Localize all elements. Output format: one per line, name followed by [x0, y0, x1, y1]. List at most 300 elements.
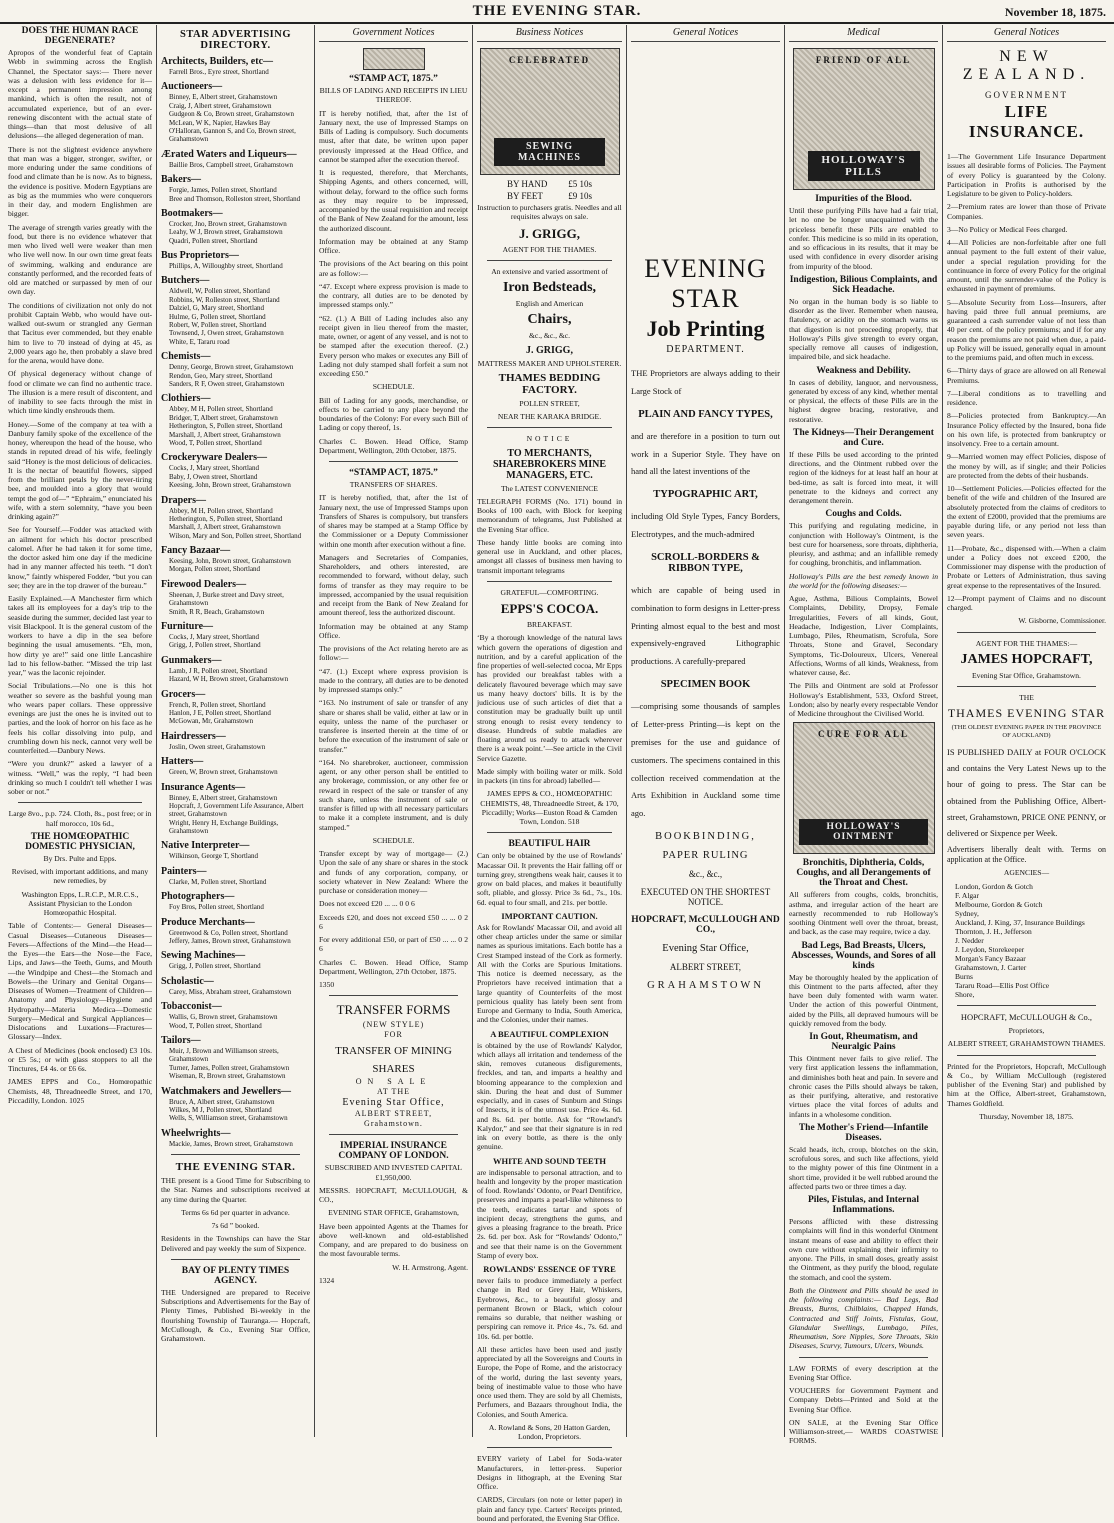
typographic-art: TYPOGRAPHIC ART,: [653, 489, 758, 501]
notice-signature: Charles C. Bowen. Head Office, Stamp Department, Wellington, 20th October, 1875.: [319, 436, 468, 455]
directory-category: Wheelwrights—: [161, 1127, 231, 1139]
etc: &c., &c., &c.: [528, 331, 571, 341]
transfer-shares: SHARES: [372, 1063, 415, 1076]
insurance-term: 12—Prompt payment of Claims and no discount charged.: [947, 593, 1106, 612]
stamp-act-subtitle: TRANSFERS OF SHARES.: [349, 480, 438, 489]
teeth-title: WHITE AND SOUND TEETH: [493, 1155, 606, 1166]
transfer-at: AT THE: [376, 1087, 411, 1097]
insurance-term: 9—Married women may effect Policies, dispose of the money by will, as if single; and their Policies are protected from the debts of their husbands.: [947, 452, 1106, 480]
grigg-name: J. GRIGG,: [526, 344, 573, 356]
directory-entry: White, E, Tararu road: [169, 337, 230, 346]
divider: [487, 427, 612, 428]
sewing-machine-banner: SEWING MACHINES: [494, 138, 604, 166]
divider: [171, 1259, 300, 1260]
schedule-label: SCHEDULE.: [372, 382, 415, 392]
directory-entry: Leahy, W J, Brown street, Grahamstown: [169, 228, 283, 237]
divider: [799, 1357, 928, 1358]
teeth-paragraph: are indispensable to personal attraction, and to health and longevity by the proper mastication of food. Rowlands' Odonto, or Pearl Dentifrice, preserves and imparts a pearl-like whiteness to the teeth, eradicates tartar and spots of incipient decay, strengthens the gums, and gives a pleasing fragrance to the breath. Price 2s. 6d. per box. Ask for “Rowlands' Odonto,” and see that their name is on the Government Stamp of every box.: [477, 1167, 622, 1260]
directory-category: Photographers—: [161, 891, 235, 903]
medical-paragraph: May be thoroughly healed by the application of this Ointment to the parts affected, after they have been duly fomented with warm water. Under the action of this powerful Ointment, aided by the Pills, all depraved humours will be quickly removed from the body.: [789, 972, 938, 1028]
directory-entry: Muir, J, Brown and Williamson streets, Grahamstown: [169, 1047, 279, 1064]
printing-paragraph: and are therefore in a position to turn out work in a Superior Style. They have on hand all the latest inventions of the: [631, 430, 780, 477]
notice-paragraph: “62. (1.) A Bill of Lading includes also any receipt given in lieu thereof from the master, mate, owner, or agent of any vessel, and is not to be stamped after the execution thereof. (2.) Every person who makes or executes any Bill of Lading not duly stamped shall forfeit a sum not exceeding £50.”: [319, 313, 468, 378]
directory-entry: Foy Bros, Pollen street, Shortland: [169, 903, 264, 912]
column-medical: [784, 25, 942, 1446]
transfer-on-sale: ON SALE: [355, 1077, 432, 1087]
cocoa-head: GRATEFUL—COMFORTING.: [500, 587, 599, 597]
notice-paragraph: IT is hereby notified, that, after the 1st of January next, the use of Impressed Stamps upon Transfers of Shares is compulsory, but transfers of shares may be stamped at a Stamp Office by the Commissioner or a Deputy Commissioner within one month after execution without a fine.: [319, 493, 468, 549]
article-paragraph: Apropos of the wonderful feat of Captain Webb in swimming across the English Channel, the Spectator says:— There never was a delusion with less evidence for it—except a permanent impression among mankind, which is often the result, not of accumulated experience, but of an ever-renewing discontent with the actual state of things—than that most delusive of all delusions—the alleged degeneration of man.: [8, 48, 152, 141]
plain-fancy-types: PLAIN AND FANCY TYPES,: [638, 408, 773, 420]
directory-category: Gunmakers—: [161, 654, 222, 666]
directory-entry: Gudgeon & Co, Brown street, Grahamstown: [169, 110, 295, 119]
factory-near: NEAR THE KARAKA BRIDGE.: [497, 412, 602, 421]
agencies-heading: AGENCIES—: [1003, 868, 1050, 878]
directory-entry: Hetherington, S, Pollen street, Shortland: [169, 422, 283, 431]
medical-paragraph: In cases of debility, languor, and nervousness, generated by excess of any kind, whether mental or physical, the effects of these Pills are in the highest degree bracing, restorative, and restorative.: [789, 377, 938, 424]
directory-category: Drapers—: [161, 494, 206, 506]
divider: [957, 1055, 1096, 1056]
directory-entry: Wells, S, Williamson street, Grahamstown: [169, 1114, 288, 1123]
the-label: THE: [1019, 693, 1034, 702]
directory-list: [161, 56, 310, 1148]
issue-date: Thursday, November 18, 1875.: [979, 1111, 1074, 1121]
notice-number: 1324: [319, 1275, 335, 1285]
directory-category: Bakers—: [161, 174, 201, 186]
directory-entry: Rendon, Geo, Mary street, Shortland: [169, 371, 273, 380]
directory-entry: Grigg, J, Pollen street, Shortland: [169, 641, 261, 650]
directory-entry: Keesing, John, Brown street, Grahamstown: [169, 481, 291, 490]
indigestion-title: Indigestion, Bilious Complaints, and Sick Headache.: [789, 274, 938, 295]
cocoa-sub: BREAKFAST.: [526, 620, 573, 629]
agency-entry: Thornton, J. H., Jefferson: [955, 926, 1032, 936]
agency-entry: Morgan's Fancy Bazaar: [955, 953, 1026, 963]
notice-paragraph: “47. (1.) Except where express provision is made to the contrary, all duties are to be denoted by impressed stamps only.”: [319, 666, 468, 694]
cocoa-title: EPPS'S COCOA.: [500, 601, 599, 616]
divider: [957, 686, 1096, 687]
book-title: THE HOMŒOPATHIC DOMESTIC PHYSICIAN,: [25, 831, 135, 852]
directory-category: Hatters—: [161, 756, 204, 768]
article-paragraph: Social Tribulations.—No one is this hot weather so severe as the bashful young man who wears paper collars. These oppressive evenings are just the ones he is invited out to parties, and the look of horror on his face as he feels his collar dissolving into pulp, and crumbling down his neck, cannot very well be counterfeited.—Danbury News.: [8, 681, 152, 755]
agency-entry: Burns: [955, 971, 973, 981]
caution-title: IMPORTANT CAUTION.: [501, 910, 598, 921]
directory-entry: Baby, J, Owen street, Shortland: [169, 472, 258, 481]
department-label: DEPARTMENT.: [666, 344, 745, 355]
masthead: [0, 0, 1114, 24]
divider: [329, 995, 458, 996]
agency-entry: J. Leydon, Storekeeper: [955, 944, 1025, 954]
notice-paragraph: It is requested, therefore, that Merchants, Shipping Agents, and others concerned, will, without delay, forward to the office such forms as they may require to be impressed, accompanied by the usual requisition and receipt of the Bank of New Zealand for the amount, less the authorized discount.: [319, 168, 468, 233]
directory-entry: Wood, T, Pollen street, Shortland: [169, 438, 262, 447]
medical-paragraph: This purifying and regulating medicine, in conjunction with Holloway's Ointment, is the best cure for hoarseness, sore throats, diphtheria, pleurisy, and asthma; and an infallible remedy for coughing, bronchitis, and inflammation.: [789, 521, 938, 568]
section-header: Government Notices: [319, 25, 468, 42]
telegraph-forms: TELEGRAPH FORMS (No. 171) bound in Books of 100 each, with Block for keeping memorandum of telegrams, Just Published at the Evening Star office.: [477, 496, 622, 534]
directory-entry: Mackie, James, Brown street, Grahamstown: [169, 1139, 293, 1148]
directory-entry: Turner, James, Pollen street, Grahamstown: [169, 1063, 290, 1072]
directory-category: Tailors—: [161, 1035, 201, 1046]
medical-paragraph: Holloway's Pills are the best remedy known in the world for the following diseases:—: [789, 571, 938, 590]
ointment-banner: HOLLOWAY'S OINTMENT: [799, 819, 928, 845]
agency-entry: Shore,: [955, 989, 975, 999]
caution-paragraph: Ask for Rowlands' Macassar Oil, and avoid all other cheap articles under the same or similar names as spurious imitations. Each bottle has a Crest Stamped instead of the Cork as formerly. All with the Corks are Spurious Imitations. This notice is deemed necessary, as the Proprietors have received intimation that a large quantity of Counterfeits of the most pernicious quality has lately been sent from Europe and Germany to India, South America, and the Colonies, under their names.: [477, 922, 622, 1025]
imperial-insurance-title: IMPERIAL INSURANCE COMPANY OF LONDON.: [338, 1141, 449, 1162]
directory-category: Bootmakers—: [161, 207, 223, 219]
price-value: £9 10s: [568, 191, 592, 201]
directory-entry: Clarke, M, Pollen street, Shortland: [169, 877, 267, 886]
subscription-notice: THE present is a Good Time for Subscribing to the Star. Names and subscriptions received at any time during the Quarter.: [161, 1176, 310, 1204]
insurance-term: 10—Settlement Policies.—Policies effected for the benefit of the wife and children of the Insured are absolutely protected from the claims of creditors to the extent of £2000, provided that the premiums are payable during life, or any period not less than seven years.: [947, 484, 1106, 540]
directory-entry: Binney, E, Albert street, Grahamstown: [169, 793, 278, 802]
article-paragraph: There is not the slightest evidence anywhere that man was a bigger, stronger, swifter, or more enduring under the same conditions of food and climate than he is now. As to bigness, the evidence is positive. Modern Egyptians are as big as the mummies who were conquerors in their day, and modern Englishmen are bigger.: [8, 144, 152, 219]
medical-paragraph: No organ in the human body is so liable to disorder as the liver. Remember when nausea, flatulency, or acidity on the stomach warns us that digestion is not proceeding properly, that Holloway's Pills give strength to every organ, specially remove all causes of indigestion, impaired bile, and sick headache.: [789, 296, 938, 362]
insurance-term: 4—All Policies are non-forfeitable after one full annual payment to the full extent of their value, under a special regulation providing for the continuance in force of every Policy for the original amount, until the surrender-value of the Policy is exhausted in payment of premiums.: [947, 238, 1106, 294]
fee-row: Exceeds £20, and does not exceed £50 ... ... 0 2 6: [319, 912, 468, 931]
scroll-borders: SCROLL-BORDERS & RIBBON TYPE,: [651, 551, 760, 574]
divider: [957, 632, 1096, 633]
directory-entry: Farrell Bros., Eyre street, Shortland: [169, 68, 269, 76]
tyre-title: ROWLANDS' ESSENCE OF TYRE: [483, 1264, 616, 1274]
spacer: [631, 48, 780, 248]
printing-paragraph: including Old Style Types, Fancy Borders, Electrotypes, and the much-admired: [631, 511, 780, 540]
directory-category: Firewood Dealers—: [161, 578, 247, 590]
gout-title: In Gout, Rheumatism, and Neuralgic Pains: [809, 1032, 918, 1052]
notice-label: NOTICE: [526, 434, 573, 444]
directory-entry: Marshall, J, Albert street, Grahamstown: [169, 430, 281, 439]
coughs-title: Coughs and Colds.: [825, 509, 902, 520]
evening-star-heading: EVENING STAR: [644, 254, 767, 313]
sewing-machine-top: CELEBRATED: [508, 55, 591, 65]
column-general-insurance: [942, 25, 1110, 1437]
price-value: £5 10s: [568, 179, 592, 189]
directory-entry: Hanlon, J E, Pollen street, Shortland: [169, 708, 271, 717]
commissioner-signature: W. Gisborne, Commissioner.: [1018, 616, 1106, 626]
directory-entry: Quadri, Pollen street, Shortland: [169, 236, 258, 245]
directory-entry: Hazard, W H, Brown street, Grahamstown: [169, 675, 289, 684]
directory-entry: Townsend, J, Owen street, Grahamstown: [169, 329, 284, 338]
directory-entry: French, R, Pollen street, Shortland: [169, 700, 266, 709]
directory-entry: Robbins, W, Rolleston street, Shortland: [169, 295, 280, 304]
directory-entry: Bruce, A, Albert street, Grahamstown: [169, 1097, 275, 1106]
price-label: BY FEET: [507, 191, 543, 201]
article-paragraph: Honey.—Some of the company at tea with a Danbury family spoke of the excellence of the honey, whereupon the head of the house, who stands in reputed dread of his wife, feelingly said “Honey is the most delicious of delicacies. It is the nectar of beautiful flowers, sipped from the brilliant petals by the never-tiring bee, and moulded into a glory that would tempt the god of—” “Ephraim,” enunciated his wife, with a stern solemnity, “have you been drinking again?”: [8, 419, 152, 521]
article-paragraph: “Were you drunk?” asked a lawyer of a witness. “Well,” was the reply, “I had been drinking so much I couldn't tell whether I was sober or not.”: [8, 759, 152, 796]
transfer-town: Grahamstown.: [364, 1119, 423, 1129]
masthead-title: THE EVENING STAR.: [472, 3, 642, 19]
directory-entry: Jeffery, James, Brown street, Grahamstown: [169, 937, 291, 946]
factory-street: POLLEN STREET,: [519, 398, 580, 408]
directory-entry: Marshall, J, Albert street, Grahamstown: [169, 523, 281, 532]
article-paragraph: Easily Explained.—A Manchester firm which takes all its employees for a day's trip to the seaside during the summer, decided last year to visit Blackpool. It is the general custom of the workers to have a dip in the sea before beginning the usual amusements. “Eh, mon, how dirty ye are!” said one little Lancashire lad to his fellow-bather. “Missed the trip last year,” was the laconic rejoinder.: [8, 594, 152, 677]
proprietors-address: ALBERT STREET, GRAHAMSTOWN THAMES.: [947, 1039, 1106, 1049]
directory-entry: Joslin, Owen street, Grahamstown: [169, 742, 266, 751]
terms-booked: 7s 6d ” booked.: [211, 1221, 260, 1231]
directory-category: Watchmakers and Jewellers—: [161, 1085, 291, 1097]
mothers-friend-title: The Mother's Friend—Infantile Diseases.: [798, 1122, 929, 1143]
directory-category: Scholastic—: [161, 975, 214, 987]
directory-category: Chemists—: [161, 351, 211, 363]
notice-paragraph: Bill of Lading for any goods, merchandise, or effects to be carried to any place beyond the boundaries of the Colony: For every such Bill of Lading or copy thereof, 1s.: [319, 395, 468, 433]
agency-entry: Melbourne, Gordon & Gotch: [955, 899, 1043, 909]
directory-category: Ærated Waters and Liqueurs—: [161, 148, 297, 160]
insurance-term: 6—Thirty days of grace are allowed on all Renewal Premiums.: [947, 366, 1106, 385]
insurance-term: 11—Probate, &c., dispensed with.—When a claim under a Policy does not exceed £200, the Commissioner may dispense with the production of Probate or Letters of Administration, thus saving great expense to the representatives of the Insured.: [947, 543, 1106, 590]
hair-title: BEAUTIFUL HAIR: [508, 839, 591, 850]
advertisers-notice: Advertisers liberally dealt with. Terms on application at the Office.: [947, 844, 1106, 864]
notice-paragraph: “47. Except where express provision is made to the contrary, all duties are to be denoted by impressed stamps only.”: [319, 281, 468, 310]
directory-category: Clothiers—: [161, 393, 211, 405]
directory-entry: Hulme, G, Pollen street, Shortland: [169, 312, 266, 321]
life-insurance-heading: LIFE INSURANCE.: [968, 102, 1085, 141]
directory-category: Hairdressers—: [161, 730, 226, 742]
directory-entry: Grigg, J, Pollen street, Shortland: [169, 962, 261, 971]
medical-paragraph: This Ointment never fails to give relief. The very first application lessens the inflammation, and diminishes both heat and pain. In severe and chronic cases the Pills should always be taken, as their purifying, alterative, and restorative virtues place the vital forces of adults and infants in a wholesome condition.: [789, 1054, 938, 1119]
directory-category: Produce Merchants—: [161, 916, 255, 928]
directory-entry: McLean, W K, Napier, Hawkes Bay: [169, 118, 271, 127]
article-paragraph: See for Yourself.—Fodder was attacked with an ailment for which his doctor prescribed calomel. After he had taken it for some time, the doctor asked him one day if the medicine had in any manner affected his teeth. “I don't know,” faintly whispered Fodder, “but you can see; they are in the top drawer of the bureau.”: [8, 525, 152, 590]
insurance-term: 3—No Policy or Medical Fees charged.: [947, 224, 1068, 234]
printing-paragraph: THE Proprietors are always adding to their Large Stock of: [631, 368, 780, 396]
directory-entry: Wilkinson, George T, Shortland: [169, 852, 258, 861]
notice-paragraph: IT is hereby notified, that, after the 1st of January next, the use of Impressed Stamps on Bills of Lading is compulsory. Such documents must, after that date, be written upon paper previously impressed at the Head Office, and cannot be stamped after the execution thereof.: [319, 108, 468, 164]
evening-star-title: THE EVENING STAR.: [175, 1161, 296, 1174]
insurance-term: 7—Liberal conditions as to travelling and residence.: [947, 388, 1106, 407]
imperial-notice: Have been appointed Agents at the Thames for above well-known and old-established Company, and are prepared to do business on the most favourable terms.: [319, 1221, 468, 1259]
directory-entry: Craig, J, Albert street, Grahamstown: [169, 101, 272, 110]
agency-entry: London, Gordon & Gotch: [955, 881, 1033, 891]
notice-latest: The LATEST CONVENIENCE: [501, 483, 598, 493]
directory-entry: Wood, T, Pollen street, Shortland: [169, 1021, 262, 1030]
medical-paragraph: All sufferers from coughs, colds, bronchitis, asthma, and irregular action of the heart are earnestly recommended to rub Holloway's soothing Ointment well over the throat, breast, and back, as the case may require, twice a day.: [789, 890, 938, 937]
directory-entry: Aldwell, W, Pollen street, Shortland: [169, 287, 270, 296]
columns: [4, 25, 1110, 1523]
sewing-instruction: Instruction to purchasers gratis. Needles and all requisites always on sale.: [477, 203, 622, 222]
divider: [487, 260, 612, 261]
directory-entry: Keesing, John, Brown street, Grahamstown: [169, 557, 291, 566]
cards-notice: CARDS, Circulars (on note or letter paper) in plain and fancy type. Carters' Receipts printed, bound and perforated, the Evening Star Office.: [477, 1495, 622, 1523]
agency-entry: Tararu Road—Ellis Post Office: [955, 980, 1050, 990]
on-sale-notice: ON SALE, at the Evening Star Office Williamson-street,— WARDS COASTWISE FORMS.: [789, 1417, 938, 1446]
specimen-book: SPECIMEN BOOK: [660, 679, 751, 691]
divider: [18, 802, 142, 803]
notice-paragraph: Transfer except by way of mortgage— (2.) Upon the sale of any share or shares in the stock and funds of any corporation, company, or society whatever in New Zealand: Where the purchase or consideration money—: [319, 849, 468, 895]
printed-by-notice: Printed for the Proprietors, Hopcraft, McCullough & Co., by William McCullough (registered publisher of the Evening Star) and published by him at the Office, Albert-street, Grahamstown, Thames Goldfield.: [947, 1061, 1106, 1108]
book-reviser: Washington Epps, L.R.C.P., M.R.C.S., Assistant Physician to the London Homœopathic Hospital.: [21, 889, 139, 917]
insurance-term: 1—The Government Life Insurance Department issues all desirable forms of Policies. The Payment of every Policy is guaranteed by the Colony. Participation in Profits is authorised by the Legislature to be given to Policy-holders.: [947, 152, 1106, 198]
labels-notice: EVERY variety of Label for Soda-water Manufacturers, in letter-press. Superior Designs in lithograph, at the Evening Star Office.: [477, 1454, 622, 1491]
price-row: [477, 179, 622, 189]
printing-paragraph: —comprising some thousands of samples of Letter-press Printing—is kept on the premises for the use and guidance of customers. The specimens contained in this collection received commendation at the Arts Exhibition in Auckland some time ago.: [631, 701, 780, 819]
telegraph-forms-use: These handy little books are coming into general use in Auckland, and other places, amongst all classes of business men having to transmit important telegrams: [477, 537, 622, 575]
directory-category: Grocers—: [161, 688, 206, 700]
article-headline: DOES THE HUMAN RACE DEGENERATE?: [21, 26, 139, 46]
notice-paragraph: Information may be obtained at any Stamp Office.: [319, 621, 468, 640]
government-heading: GOVERNMENT: [985, 90, 1068, 100]
notice-paragraph: The provisions of the Act relating hereto are as follow:—: [319, 644, 468, 663]
divider: [487, 832, 612, 833]
chairs: Chairs,: [527, 312, 572, 328]
directory-entry: Denny, George, Brown street, Grahamstown: [169, 363, 294, 372]
imperial-office: EVENING STAR OFFICE, Grahamstown,: [328, 1208, 459, 1218]
section-header: General Notices: [947, 25, 1106, 42]
agency-entry: Grahamstown, J. Carter: [955, 962, 1027, 972]
directory-entry: Cocks, J, Mary street, Shortland: [169, 633, 260, 642]
directory-category: Butchers—: [161, 275, 210, 287]
insurance-term: 2—Premium rates are lower than those of Private Companies.: [947, 202, 1106, 221]
directory-category: Insurance Agents—: [161, 781, 246, 793]
transfer-office: Evening Star Office,: [342, 1097, 445, 1109]
medical-paragraph: Scald heads, itch, croup, blotches on the skin, scrofulous sores, and such like affections, yield to the mighty power of this fine Ointment in a short time, provided it be well rubbed around the affected parts two or three times a day.: [789, 1144, 938, 1191]
complexion-paragraph: is obtained by the use of Rowlands' Kalydor, which allays all irritation and tenderness of the skin, removes cutaneous disfigurements, freckles, and tan, and imparts a healthy and blooming appearance to the complexion and skin. During the heat and dust of Summer especially, and in cases of Sunburn and Stings of Insects, it is of the utmost use. Price 4s. 6d. and 8s. 6d. per bottle. Ask for “Rowland's Kalydor,” and see that their signature is in red ink on every bottle, as there is the only genuine.: [477, 1040, 622, 1152]
imperial-signature: W. H. Armstrong, Agent.: [392, 1262, 468, 1272]
grigg-agent: AGENT FOR THE THAMES.: [502, 244, 597, 254]
imperial-capital: SUBSCRIBED AND INVESTED CAPITAL £1,950,000.: [324, 1163, 463, 1182]
directory-entry: Lamb, J R, Pollen street, Shortland: [169, 666, 267, 675]
transfer-forms-for: FOR: [384, 1030, 403, 1040]
bedding-factory: THAMES BEDDING FACTORY.: [498, 371, 601, 396]
directory-entry: McGowan, Mr, Grahamstown: [169, 717, 254, 726]
article-paragraph: Of physical degeneracy without change of food or climate we can find no authentic trace. The illusion is a mere result of discontent, and of inability to see facts through the mist in which time kindly enshrouds them.: [8, 369, 152, 416]
divider: [487, 1447, 612, 1448]
albert-street: ALBERT STREET,: [669, 962, 742, 973]
directory-entry: Cocks, J, Mary street, Shortland: [169, 464, 260, 473]
directory-entry: Bree and Thomson, Rolleston street, Shortland: [169, 194, 301, 203]
complexion-title: A BEAUTIFUL COMPLEXION: [490, 1028, 609, 1039]
directory-category: Native Interpreter—: [161, 840, 250, 852]
notice-paragraph: “164. No sharebroker, auctioneer, commission agent, or any other person shall be entitled to any brokerage, commission, or any other fee or reward in respect of the sale or transfer of any such share, unless the instrument of sale or transfer is filled up with all necessary particulars to make it a complete instrument, and is duly stamped.”: [319, 757, 468, 832]
stamp-act-title: “STAMP ACT, 1875.”: [349, 468, 438, 478]
agent-for: AGENT FOR THE THAMES:—: [975, 638, 1078, 648]
directory-entry: Sheenan, J, Burke street and Davy street, Grahamstown: [169, 590, 284, 608]
pills-banner: HOLLOWAY'S PILLS: [808, 151, 920, 181]
agent-office: Evening Star Office, Grahamstown.: [972, 670, 1081, 680]
hopcraft-firm: HOPCRAFT, McCULLOUGH AND CO.,: [631, 915, 780, 936]
price-label: BY HAND: [507, 179, 548, 189]
divider: [171, 1154, 300, 1155]
pills-top-text: FRIEND OF ALL: [815, 55, 912, 65]
printing-paragraph: which are capable of being used in combination to form designs in Letter-press Printing almost equal to the best and most expensively-engraved Lithographic productions. A carefully-prepared: [631, 584, 780, 667]
thames-evening-star-heading: THAMES EVENING STAR: [947, 706, 1106, 721]
notice-paragraph: “163. No instrument of sale or transfer of any share or shares shall be valid, either at law or in equity, unless the name of the purchaser or transferee is inserted therein at the time of or before the execution of the instrument of sale or transfer.”: [319, 698, 468, 754]
proprietors-name: HOPCRAFT, McCULLOUGH & Co.,: [960, 1011, 1093, 1022]
directory-title: STAR ADVERTISING DIRECTORY.: [179, 29, 291, 51]
new-zealand-heading: NEW ZEALAND.: [962, 48, 1091, 83]
proprietors-label: Proprietors,: [1008, 1026, 1045, 1036]
iron-sub: English and American: [515, 299, 584, 308]
directory-entry: Wiseman, R, Brown street, Grahamstown: [169, 1072, 286, 1081]
book-authors: By Drs. Pulte and Epps.: [43, 853, 117, 863]
iron-bedsteads: Iron Bedsteads,: [502, 280, 597, 295]
column-directory: [156, 25, 314, 1437]
notice-paragraph: Information may be obtained at any Stamp Office.: [319, 236, 468, 255]
directory-entry: Binney, E, Albert street, Grahamstown: [169, 93, 278, 102]
hair-paragraph: Can only be obtained by the use of Rowlands' Macassar Oil. It prevents the Hair falling off or turning grey, strengthens weak hair, causes it to grow on bald places, and makes it beautifully soft, pliable, and glossy. Price 3s 6d., 7s., 10s. 6d. equal to four small, and 21s. per bottle.: [477, 851, 622, 907]
directory-category: Architects, Builders, etc—: [161, 56, 274, 67]
directory-entry: Wright, Henry H, Exchange Buildings, Grahamstown: [169, 818, 279, 836]
evening-star-office: Evening Star Office,: [662, 943, 749, 955]
paper-ruling: PAPER RULING: [662, 850, 749, 862]
medical-paragraph: Until these purifying Pills have had a fair trial, let no one be longer unacquainted with the priceless benefit these Pills are enabled to confer. This medicine is so mild in its operation, and so efficacious in its results, that it may be used with confidence in every disorder arising from impurity of the blood.: [789, 206, 938, 271]
stamp-act-subtitle: BILLS OF LADING AND RECEIPTS IN LIEU THEREOF.: [319, 86, 468, 105]
directory-category: Sewing Machines—: [161, 950, 246, 962]
directory-entry: Wilson, Mary and Son, Pollen street, Shortland: [169, 531, 302, 540]
book-revised: Revised, with important additions, and many new remedies, by: [11, 867, 149, 886]
transfer-street: ALBERT STREET,: [354, 1109, 433, 1119]
directory-entry: Carey, Miss, Abraham street, Grahamstown: [169, 987, 292, 996]
agency-entry: Auckland, J. King, 37, Insurance Buildings: [955, 917, 1085, 927]
directory-entry: Robert, W, Pollen street, Shortland: [169, 321, 267, 330]
divider: [957, 1005, 1096, 1006]
article-paragraph: The average of strength varies greatly with the food, but there is no evidence whatever that men who lived well were weaker than men who live well now. In our own time great feats of swimming, walking and endurance are constantly performed, and the recorded feats of old are matched or surpassed by men of our own day.: [8, 222, 152, 297]
sewing-machine-illustration: [480, 48, 620, 175]
terms-advance: Terms 6s 6d per quarter in advance.: [181, 1207, 290, 1217]
medical-paragraph: If these Pills be used according to the printed directions, and the Ointment rubbed over the region of the kidneys for at least half an hour at bed-time, as salt is forced into meat, it will penetrate to the kidneys and correct any derangement therein.: [789, 449, 938, 505]
agencies-list: [947, 882, 1106, 999]
agent-name: JAMES HOPCRAFT,: [960, 651, 1093, 667]
fee-row: For every additional £50, or part of £50 ... ... 0 2 6: [319, 935, 468, 954]
agency-entry: Sydney,: [955, 908, 979, 918]
section-header: General Notices: [631, 25, 780, 42]
directory-entry: Baillie Bros, Campbell street, Grahamstown: [169, 160, 294, 169]
etc: &c., &c.,: [688, 869, 723, 880]
directory-category: Crockeryware Dealers—: [161, 452, 267, 464]
cocoa-paragraph: Made simply with boiling water or milk. Sold in packets (in tins for abroad) labelled—: [477, 766, 622, 785]
directory-entry: Sanders, R F, Owen street, Grahamstown: [169, 379, 285, 388]
directory-entry: Dalziel, G, Mary street, Shortland: [169, 304, 265, 313]
column-business: [472, 25, 626, 1523]
stamp-act-title: “STAMP ACT, 1875.”: [349, 74, 438, 84]
bad-legs-title: Bad Legs, Bad Breasts, Ulcers, Abscesses, Wounds, and Sores of all kinds: [791, 940, 936, 971]
bay-of-plenty-title: BAY OF PLENTY TIMES AGENCY.: [181, 1265, 290, 1286]
grigg-trade: MATTRESS MAKER AND UPHOLSTERER.: [477, 358, 622, 368]
book-chest: A Chest of Medicines (book enclosed) £3 10s. or £5 5s.; or with glass stoppers to all the Tinctures, £4 4s. or £6 6s.: [8, 1045, 152, 1073]
cocoa-signature: JAMES EPPS & CO., HOMŒOPATHIC CHEMISTS, 48, Threadneedle Street, & 170, Piccadilly; Works—Euston Road & Camden Town, London. 518: [480, 789, 619, 826]
weakness-title: Weakness and Debility.: [816, 365, 911, 376]
insurance-term: 8—Policies protected from Bankruptcy.—An Insurance Policy effected by the Insured, bona fide on his own life, is protected from bankruptcy or insolvency. Free to a certain amount.: [947, 411, 1106, 448]
directory-category: Furniture—: [161, 621, 214, 633]
medical-paragraph: The Pills and Ointment are sold at Professor Holloway's Establishment, 533, Oxford Street, London; also by nearly every respectable Vendor of Medicine throughout the Civilised World.: [789, 681, 938, 718]
ointment-top-text: CURE FOR ALL: [817, 729, 909, 740]
bookbinding: BOOKBINDING,: [655, 831, 756, 843]
job-printing-heading: Job Printing: [646, 316, 765, 341]
notice-paragraph: The provisions of the Act bearing on this point are as follow:—: [319, 259, 468, 278]
notice-paragraph: Managers and Secretaries of Companies, Shareholders, and others interested, are recommended to forward, without delay, such forms of transfer as they may require to be impressed, accompanied by the usual requisition and receipt from the Bank of New Zealand for amount thereof, less the authorized discount.: [319, 552, 468, 618]
article-paragraph: The conditions of civilization not only do not prohibit Captain Webb, who would have out-walked out-swum or strangled any German that Tacitus ever commended, but they enable him to live to 70 instead of dying at 45, as 2,000 years ago he, then probably a slave bred for the arena, would have done.: [8, 300, 152, 365]
directory-entry: Wallis, G, Brown street, Grahamstown: [169, 1013, 278, 1022]
section-header: Business Notices: [477, 25, 622, 42]
directory-entry: Hopcraft, J, Government Life Assurance, Albert street, Grahamstown: [169, 801, 304, 819]
directory-entry: Crocker, Jno, Brown street, Grahamstown: [169, 219, 287, 228]
iron-intro: An extensive and varied assortment of: [491, 266, 608, 276]
cocoa-paragraph: ‘By a thorough knowledge of the natural laws which govern the operations of digestion and nutrition, and by a careful application of the fine properties of well-selected cocoa, Mr Epps has provided our breakfast tables with a delicately flavoured beverage which may save us many heavy doctors' bills. It is by the judicious use of such articles of diet that a constitution may be gradually built up until strong enough to resist every tendency to disease. Hundreds of subtle maladies are floating around us ready to attack wherever there is a weak point.’—See article in the Civil Service Gazette.: [477, 633, 622, 763]
directory-category: Painters—: [161, 865, 207, 877]
divider: [487, 581, 612, 582]
directory-entry: Green, W, Brown street, Grahamstown: [169, 768, 278, 777]
complaints-list: Both the Ointment and Pills should be used in the following complaints:— Bad Legs, Bad Breasts, Burns, Chilblains, Chapped Hands, Contracted and Stiff Joints, Fistulas, Gout, Glandular Swellings, Lumbago, Piles, Rheumatism, Sore Nipples, Sore Throats, Skin Diseases, Scurvy, Tumours, Ulcers, Wounds.: [789, 1285, 938, 1351]
directory-entry: O'Halloran, Gannon S, and Co, Brown street, Grahamstown: [169, 126, 296, 144]
holloways-ointment-illustration: [793, 722, 935, 854]
agency-entry: J. Nedder: [955, 935, 984, 945]
notice-number: 1350: [319, 980, 335, 989]
publication-notice: IS PUBLISHED DAILY at FOUR O'CLOCK and contains the Very Latest News up to the hour of going to press. The Star can be obtained from the Publishing Office, Albert-street, Grahamstown, PRICE ONE PENNY, or delivered or Sixpence per Week.: [947, 747, 1106, 838]
transfer-forms-style: (NEW STYLE): [362, 1020, 425, 1030]
transfer-mining: TRANSFER OF MINING: [335, 1045, 452, 1058]
divider: [329, 461, 458, 462]
transfer-forms-title: TRANSFER FORMS: [336, 1002, 451, 1018]
tyre-signature: A. Rowland & Sons, 20 Hatton Garden, London, Proprietors.: [488, 1422, 611, 1441]
notice-signature: Charles C. Bowen. Head Office, Stamp Department, Wellington, 27th October, 1875.: [319, 957, 468, 976]
directory-entry: Greenwood & Co, Pollen street, Shortland: [169, 928, 288, 937]
directory-category: Fancy Bazaar—: [161, 545, 231, 557]
